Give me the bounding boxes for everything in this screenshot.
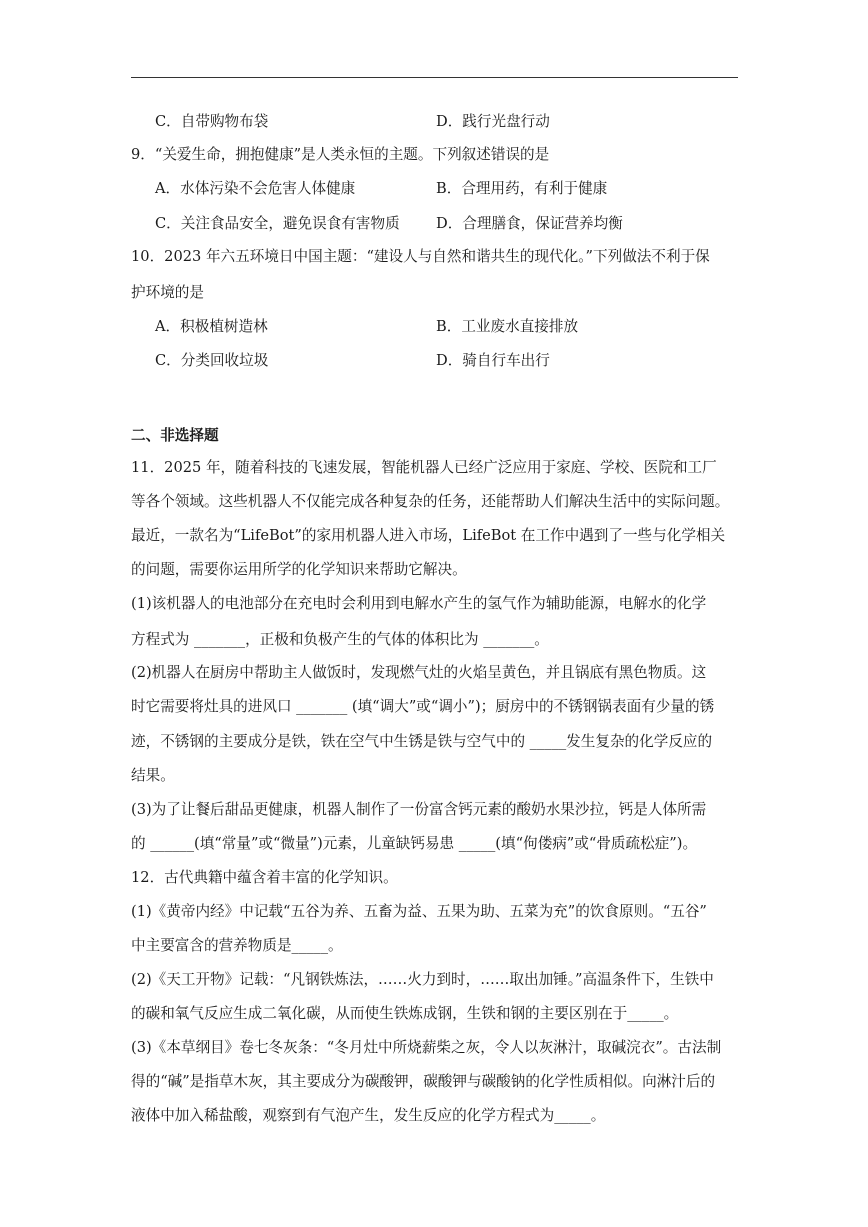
- q11-part2-line1: (2)机器人在厨房中帮助主人做饭时，发现燃气灶的火焰呈黄色，并且锅底有黑色物质。这: [131, 664, 707, 681]
- q10-option-a[interactable]: A．积极植树造林: [155, 318, 268, 335]
- q10-stem-line1: 10．2023 年六五环境日中国主题：“建设人与自然和谐共生的现代化。”下列做法不利于保: [131, 248, 710, 265]
- section-heading-non-choice: 二、非选择题: [131, 427, 219, 444]
- q11-part1-line1: (1)该机器人的电池部分在充电时会利用到电解水产生的氢气作为辅助能源，电解水的化学: [131, 595, 707, 612]
- q11-part3-line2: 的 ______(填“常量”或“微量”)元素，儿童缺钙易患 _____(填“佝偻病”或“骨质疏松症”)。: [131, 835, 698, 852]
- q12-part3-line3: 液体中加入稀盐酸，观察到有气泡产生，发生反应的化学方程式为_____。: [131, 1107, 606, 1124]
- header-rule: [131, 77, 738, 78]
- q9-option-a[interactable]: A．水体污染不会危害人体健康: [155, 180, 356, 197]
- q11-part1-line2: 方程式为 _______，正极和负极产生的气体的体积比为 _______。: [131, 631, 549, 648]
- q11-intro-line2: 等各个领域。这些机器人不仅能完成各种复杂的任务，还能帮助人们解决生活中的实际问题。: [131, 493, 730, 510]
- q9-option-c[interactable]: C．关注食品安全，避免误食有害物质: [155, 215, 400, 232]
- q12-part1-line1: (1)《黄帝内经》中记载“五谷为养、五畜为益、五果为助、五菜为充”的饮食原则。“五谷”: [131, 903, 707, 920]
- q12-part2-line2: 的碳和氧气反应生成二氧化碳，从而使生铁炼成钢，生铁和钢的主要区别在于_____。: [131, 1005, 679, 1022]
- q9-option-d[interactable]: D．合理膳食，保证营养均衡: [436, 215, 623, 232]
- q12-intro: 12．古代典籍中蕴含着丰富的化学知识。: [131, 869, 398, 886]
- q12-part1-line2: 中主要富含的营养物质是_____。: [131, 937, 343, 954]
- q12-part2-line1: (2)《天工开物》记载：“凡钢铁炼法，……火力到时，……取出加锤。”高温条件下，生铁中: [131, 971, 714, 988]
- q12-part3-line1: (3)《本草纲目》卷七冬灰条：“冬月灶中所烧薪柴之灰，令人以灰淋汁，取碱浣衣”。古法制: [131, 1039, 722, 1056]
- q11-part2-line3: 迹，不锈钢的主要成分是铁，铁在空气中生锈是铁与空气中的 _____发生复杂的化学反应的: [131, 733, 713, 750]
- q10-option-c[interactable]: C．分类回收垃圾: [155, 352, 269, 369]
- q11-part2-line4: 结果。: [131, 767, 175, 784]
- q9-stem: 9．“关爱生命，拥抱健康”是人类永恒的主题。下列叙述错误的是: [131, 146, 550, 163]
- q10-option-d[interactable]: D．骑自行车出行: [436, 352, 550, 369]
- q11-part2-line2: 时它需要将灶具的进风口 _______ (填“调大”或“调小”)；厨房中的不锈钢锅表面有少量的锈: [131, 698, 715, 715]
- q11-part3-line1: (3)为了让餐后甜品更健康，机器人制作了一份富含钙元素的酸奶水果沙拉，钙是人体所需: [131, 801, 707, 818]
- q8-option-c[interactable]: C．自带购物布袋: [155, 113, 269, 130]
- q9-option-b[interactable]: B．合理用药，有利于健康: [436, 180, 608, 197]
- q11-intro-line4: 的问题，需要你运用所学的化学知识来帮助它解决。: [131, 561, 467, 578]
- q12-part3-line2: 得的“碱”是指草木灰，其主要成分为碳酸钾，碳酸钾与碳酸钠的化学性质相似。向淋汁后的: [131, 1073, 716, 1090]
- q10-stem-line2: 护环境的是: [131, 284, 204, 301]
- q8-option-d[interactable]: D．践行光盘行动: [436, 113, 550, 130]
- q11-intro-line3: 最近，一款名为“LifeBot”的家用机器人进入市场，LifeBot 在工作中遇到了一些与化学相关: [131, 527, 726, 544]
- q10-option-b[interactable]: B．工业废水直接排放: [436, 318, 579, 335]
- q11-intro-line1: 11．2025 年，随着科技的飞速发展，智能机器人已经广泛应用于家庭、学校、医院和工厂: [131, 459, 717, 476]
